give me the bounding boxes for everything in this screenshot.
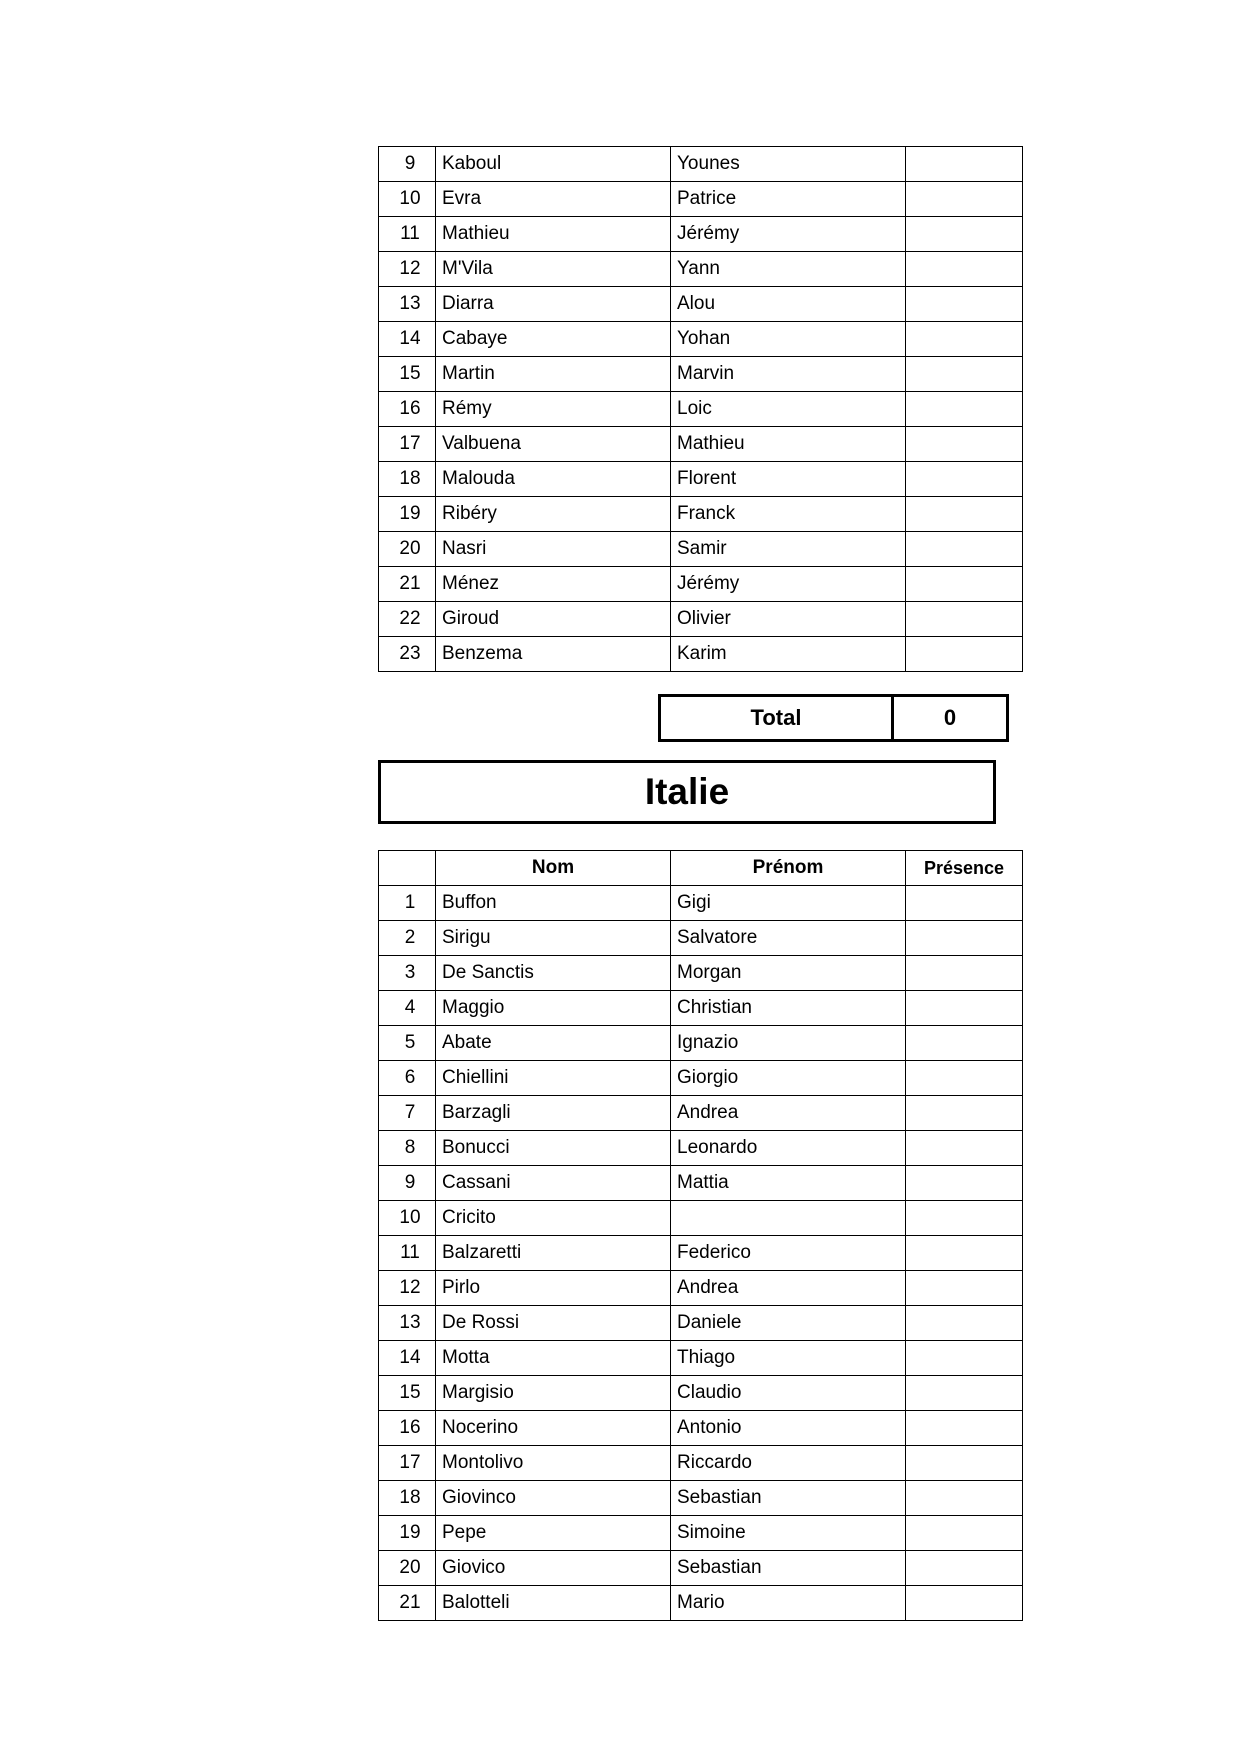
table-row xyxy=(379,1061,1023,1096)
cell-presence[interactable] xyxy=(906,1376,1023,1411)
cell-presence[interactable] xyxy=(906,217,1023,252)
table-row xyxy=(379,991,1023,1026)
table-row xyxy=(379,1446,1023,1481)
cell-nom: Bonucci xyxy=(436,1131,671,1166)
cell-prenom: Salvatore xyxy=(671,921,906,956)
cell-number: 12 xyxy=(379,1271,436,1306)
table-row xyxy=(379,1516,1023,1551)
cell-number: 14 xyxy=(379,1341,436,1376)
cell-nom: Kaboul xyxy=(436,147,671,182)
table-row xyxy=(379,252,1023,287)
cell-number: 20 xyxy=(379,532,436,567)
cell-number: 4 xyxy=(379,991,436,1026)
cell-presence[interactable] xyxy=(906,1166,1023,1201)
cell-prenom: Riccardo xyxy=(671,1446,906,1481)
section-title-box xyxy=(378,760,996,824)
cell-nom: Valbuena xyxy=(436,427,671,462)
table-row xyxy=(379,1551,1023,1586)
table-row xyxy=(379,392,1023,427)
table-row xyxy=(379,886,1023,921)
total-label: Total xyxy=(660,696,893,741)
cell-number: 10 xyxy=(379,182,436,217)
cell-presence[interactable] xyxy=(906,287,1023,322)
cell-prenom: Marvin xyxy=(671,357,906,392)
total-table xyxy=(658,694,1009,742)
cell-nom: Giovico xyxy=(436,1551,671,1586)
cell-nom: Motta xyxy=(436,1341,671,1376)
cell-prenom: Christian xyxy=(671,991,906,1026)
cell-presence[interactable] xyxy=(906,991,1023,1026)
cell-presence[interactable] xyxy=(906,462,1023,497)
cell-nom: Nocerino xyxy=(436,1411,671,1446)
cell-prenom: Mathieu xyxy=(671,427,906,462)
cell-nom: M'Vila xyxy=(436,252,671,287)
cell-nom: Diarra xyxy=(436,287,671,322)
table-row xyxy=(379,1586,1023,1621)
page-title: Italie xyxy=(644,771,730,812)
table-row xyxy=(379,921,1023,956)
cell-nom: Cricito xyxy=(436,1201,671,1236)
cell-prenom: Morgan xyxy=(671,956,906,991)
cell-nom: Evra xyxy=(436,182,671,217)
cell-prenom: Federico xyxy=(671,1236,906,1271)
column-header-number xyxy=(379,851,436,886)
table-row xyxy=(379,1271,1023,1306)
cell-nom: Barzagli xyxy=(436,1096,671,1131)
table-row xyxy=(379,217,1023,252)
cell-prenom: Sebastian xyxy=(671,1551,906,1586)
cell-prenom: Ignazio xyxy=(671,1026,906,1061)
cell-nom: Abate xyxy=(436,1026,671,1061)
cell-nom: Maggio xyxy=(436,991,671,1026)
cell-number: 21 xyxy=(379,1586,436,1621)
cell-prenom: Sebastian xyxy=(671,1481,906,1516)
cell-number: 19 xyxy=(379,497,436,532)
cell-presence[interactable] xyxy=(906,1411,1023,1446)
cell-nom: Balzaretti xyxy=(436,1236,671,1271)
cell-nom: Ribéry xyxy=(436,497,671,532)
cell-number: 11 xyxy=(379,217,436,252)
france-roster-body xyxy=(379,147,1023,672)
cell-number: 22 xyxy=(379,602,436,637)
cell-presence[interactable] xyxy=(906,1516,1023,1551)
cell-prenom: Florent xyxy=(671,462,906,497)
cell-number: 5 xyxy=(379,1026,436,1061)
cell-nom: Ménez xyxy=(436,567,671,602)
cell-number: 15 xyxy=(379,357,436,392)
cell-presence[interactable] xyxy=(906,532,1023,567)
cell-number: 7 xyxy=(379,1096,436,1131)
table-row xyxy=(379,1306,1023,1341)
cell-prenom: Andrea xyxy=(671,1096,906,1131)
cell-prenom: Samir xyxy=(671,532,906,567)
cell-number: 8 xyxy=(379,1131,436,1166)
cell-number: 9 xyxy=(379,1166,436,1201)
cell-nom: Giovinco xyxy=(436,1481,671,1516)
cell-number: 13 xyxy=(379,287,436,322)
cell-number: 12 xyxy=(379,252,436,287)
cell-number: 6 xyxy=(379,1061,436,1096)
cell-prenom: Mattia xyxy=(671,1166,906,1201)
cell-prenom: Jérémy xyxy=(671,567,906,602)
cell-presence[interactable] xyxy=(906,1446,1023,1481)
cell-presence[interactable] xyxy=(906,357,1023,392)
table-header-row xyxy=(379,851,1023,886)
cell-number: 18 xyxy=(379,1481,436,1516)
cell-number: 23 xyxy=(379,637,436,672)
cell-number: 19 xyxy=(379,1516,436,1551)
cell-presence[interactable] xyxy=(906,886,1023,921)
cell-nom: Cassani xyxy=(436,1166,671,1201)
cell-presence[interactable] xyxy=(906,322,1023,357)
cell-nom: Chiellini xyxy=(436,1061,671,1096)
cell-presence[interactable] xyxy=(906,1201,1023,1236)
table-row xyxy=(379,357,1023,392)
cell-prenom: Yohan xyxy=(671,322,906,357)
cell-prenom: Loic xyxy=(671,392,906,427)
cell-presence[interactable] xyxy=(906,1061,1023,1096)
cell-number: 18 xyxy=(379,462,436,497)
cell-presence[interactable] xyxy=(906,1026,1023,1061)
cell-nom: De Sanctis xyxy=(436,956,671,991)
cell-prenom: Simoine xyxy=(671,1516,906,1551)
cell-prenom: Younes xyxy=(671,147,906,182)
table-row xyxy=(379,1096,1023,1131)
table-row xyxy=(379,287,1023,322)
cell-nom: Pirlo xyxy=(436,1271,671,1306)
cell-prenom: Franck xyxy=(671,497,906,532)
cell-number: 16 xyxy=(379,1411,436,1446)
cell-presence[interactable] xyxy=(906,1236,1023,1271)
cell-prenom: Thiago xyxy=(671,1341,906,1376)
cell-nom: Margisio xyxy=(436,1376,671,1411)
cell-nom: Nasri xyxy=(436,532,671,567)
cell-prenom: Patrice xyxy=(671,182,906,217)
cell-number: 16 xyxy=(379,392,436,427)
cell-prenom: Alou xyxy=(671,287,906,322)
column-header-nom: Nom xyxy=(436,851,671,886)
cell-prenom: Karim xyxy=(671,637,906,672)
france-roster-continued-table xyxy=(378,146,1023,672)
cell-prenom: Olivier xyxy=(671,602,906,637)
cell-nom: Martin xyxy=(436,357,671,392)
cell-nom: Pepe xyxy=(436,1516,671,1551)
cell-number: 9 xyxy=(379,147,436,182)
cell-nom: Rémy xyxy=(436,392,671,427)
cell-prenom: Claudio xyxy=(671,1376,906,1411)
cell-prenom: Leonardo xyxy=(671,1131,906,1166)
table-row xyxy=(379,1236,1023,1271)
table-row xyxy=(379,637,1023,672)
table-row xyxy=(379,462,1023,497)
cell-presence[interactable] xyxy=(906,1271,1023,1306)
cell-nom: Malouda xyxy=(436,462,671,497)
table-row xyxy=(379,602,1023,637)
cell-presence[interactable] xyxy=(906,182,1023,217)
cell-number: 10 xyxy=(379,1201,436,1236)
cell-presence[interactable] xyxy=(906,392,1023,427)
cell-number: 17 xyxy=(379,1446,436,1481)
cell-prenom: Giorgio xyxy=(671,1061,906,1096)
cell-presence[interactable] xyxy=(906,497,1023,532)
cell-presence[interactable] xyxy=(906,427,1023,462)
table-row xyxy=(379,497,1023,532)
cell-presence[interactable] xyxy=(906,1131,1023,1166)
table-row xyxy=(379,956,1023,991)
cell-number: 14 xyxy=(379,322,436,357)
cell-prenom xyxy=(671,1201,906,1236)
cell-number: 11 xyxy=(379,1236,436,1271)
cell-number: 20 xyxy=(379,1551,436,1586)
table-row xyxy=(379,1131,1023,1166)
cell-nom: Buffon xyxy=(436,886,671,921)
table-row xyxy=(379,1376,1023,1411)
table-row xyxy=(379,1026,1023,1061)
table-row xyxy=(379,532,1023,567)
cell-nom: De Rossi xyxy=(436,1306,671,1341)
cell-number: 21 xyxy=(379,567,436,602)
table-row xyxy=(379,182,1023,217)
cell-presence[interactable] xyxy=(906,1306,1023,1341)
cell-presence[interactable] xyxy=(906,1551,1023,1586)
cell-prenom: Andrea xyxy=(671,1271,906,1306)
cell-number: 17 xyxy=(379,427,436,462)
cell-presence[interactable] xyxy=(906,602,1023,637)
cell-nom: Benzema xyxy=(436,637,671,672)
cell-number: 2 xyxy=(379,921,436,956)
cell-presence[interactable] xyxy=(906,1096,1023,1131)
cell-presence[interactable] xyxy=(906,921,1023,956)
cell-number: 3 xyxy=(379,956,436,991)
table-row xyxy=(379,147,1023,182)
column-header-prenom: Prénom xyxy=(671,851,906,886)
italie-roster-table xyxy=(378,850,1023,1621)
cell-presence[interactable] xyxy=(906,1341,1023,1376)
table-row xyxy=(379,1166,1023,1201)
total-row xyxy=(660,696,1008,741)
table-row xyxy=(379,322,1023,357)
cell-nom: Mathieu xyxy=(436,217,671,252)
italie-roster-body xyxy=(379,886,1023,1621)
italie-roster-header xyxy=(379,851,1023,886)
cell-number: 15 xyxy=(379,1376,436,1411)
cell-nom: Montolivo xyxy=(436,1446,671,1481)
table-row xyxy=(379,1411,1023,1446)
cell-number: 13 xyxy=(379,1306,436,1341)
cell-presence[interactable] xyxy=(906,567,1023,602)
cell-prenom: Daniele xyxy=(671,1306,906,1341)
table-row xyxy=(379,1481,1023,1516)
table-row xyxy=(379,1341,1023,1376)
cell-nom: Giroud xyxy=(436,602,671,637)
table-row xyxy=(379,427,1023,462)
cell-prenom: Jérémy xyxy=(671,217,906,252)
cell-prenom: Gigi xyxy=(671,886,906,921)
cell-nom: Sirigu xyxy=(436,921,671,956)
cell-number: 1 xyxy=(379,886,436,921)
cell-prenom: Mario xyxy=(671,1586,906,1621)
cell-presence[interactable] xyxy=(906,147,1023,182)
cell-presence[interactable] xyxy=(906,956,1023,991)
cell-presence[interactable] xyxy=(906,1481,1023,1516)
cell-prenom: Yann xyxy=(671,252,906,287)
cell-prenom: Antonio xyxy=(671,1411,906,1446)
column-header-presence: Présence xyxy=(906,851,1023,886)
cell-presence[interactable] xyxy=(906,252,1023,287)
cell-nom: Balotteli xyxy=(436,1586,671,1621)
total-value: 0 xyxy=(893,696,1008,741)
cell-presence[interactable] xyxy=(906,637,1023,672)
table-row xyxy=(379,1201,1023,1236)
cell-presence[interactable] xyxy=(906,1586,1023,1621)
table-row xyxy=(379,567,1023,602)
cell-nom: Cabaye xyxy=(436,322,671,357)
